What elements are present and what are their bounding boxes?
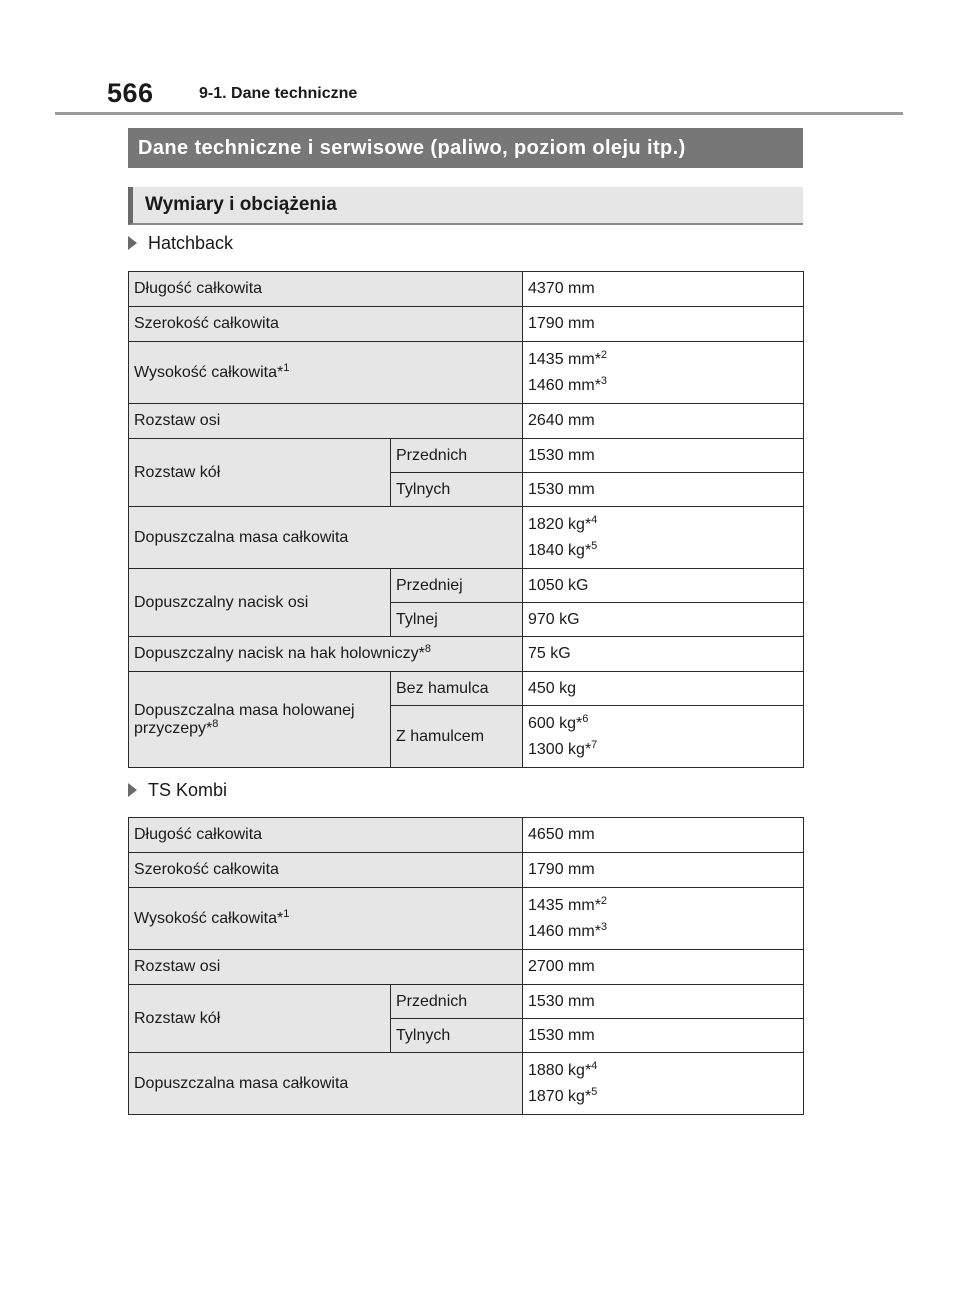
footnote-ref: 7 <box>591 738 598 751</box>
row-label: Dopuszczalna masa całkowita <box>129 507 523 569</box>
value-text: 1820 kg* <box>528 515 592 533</box>
section-title: Dane techniczne i serwisowe (paliwo, poziom oleju itp.) <box>128 128 803 168</box>
value-text: 1435 mm* <box>528 350 601 368</box>
row-value: 4370 mm <box>523 272 804 307</box>
row-label: Rozstaw osi <box>129 950 523 985</box>
row-value <box>523 888 804 950</box>
row-sublabel: Tylnych <box>391 1019 523 1053</box>
variant-heading-hatchback <box>128 233 233 254</box>
spec-table-ts-kombi <box>128 817 804 1115</box>
row-value <box>523 1053 804 1115</box>
variant-heading-ts-kombi <box>128 780 227 801</box>
row-sublabel: Bez hamulca <box>391 672 523 706</box>
label-text: Dopuszczalna masa holowanej przyczepy* <box>134 701 355 737</box>
table-row <box>129 672 804 706</box>
value-text: 600 kg* <box>528 714 583 732</box>
value-text: 1870 kg* <box>528 1087 592 1105</box>
page-number: 566 <box>107 78 154 108</box>
row-value: 2700 mm <box>523 950 804 985</box>
table-row <box>129 307 804 342</box>
row-value: 1530 mm <box>523 473 804 507</box>
row-label <box>129 637 523 672</box>
table-row <box>129 439 804 473</box>
footnote-ref: 8 <box>212 717 219 730</box>
footnote-ref: 2 <box>600 894 608 907</box>
row-sublabel: Z hamulcem <box>391 706 523 768</box>
footnote-ref: 6 <box>582 712 589 725</box>
row-label <box>129 888 523 950</box>
table-row <box>129 507 804 569</box>
table-row <box>129 853 804 888</box>
row-value <box>523 342 804 404</box>
footnote-ref: 3 <box>600 374 608 387</box>
row-label: Długość całkowita <box>129 818 523 853</box>
footnote-ref: 3 <box>600 920 608 933</box>
row-label <box>129 342 523 404</box>
row-value: 1790 mm <box>523 853 804 888</box>
footnote-ref: 1 <box>283 361 290 374</box>
row-value <box>523 706 804 768</box>
row-label: Dopuszczalny nacisk osi <box>129 569 391 637</box>
table-row <box>129 888 804 950</box>
triangle-bullet-icon <box>128 236 137 250</box>
table-row <box>129 950 804 985</box>
table-row <box>129 1053 804 1115</box>
footnote-ref: 4 <box>591 1059 598 1072</box>
variant-heading-label: Hatchback <box>148 233 234 253</box>
row-label: Rozstaw kół <box>129 985 391 1053</box>
row-label: Rozstaw kół <box>129 439 391 507</box>
table-row <box>129 637 804 672</box>
header-divider <box>55 112 903 115</box>
value-text: 1435 mm* <box>528 896 601 914</box>
value-text: 1460 mm* <box>528 922 601 940</box>
spec-table-hatchback <box>128 271 804 768</box>
footnote-ref: 4 <box>591 513 598 526</box>
table-row <box>129 404 804 439</box>
row-value: 1530 mm <box>523 985 804 1019</box>
row-label: Szerokość całkowita <box>129 853 523 888</box>
value-text: 1460 mm* <box>528 376 601 394</box>
footnote-ref: 5 <box>591 1085 598 1098</box>
row-label: Dopuszczalna masa całkowita <box>129 1053 523 1115</box>
row-value: 1050 kG <box>523 569 804 603</box>
row-label: Rozstaw osi <box>129 404 523 439</box>
label-text: Wysokość całkowita* <box>134 363 284 381</box>
footnote-ref: 1 <box>283 907 290 920</box>
value-text: 1880 kg* <box>528 1061 592 1079</box>
value-text: 1840 kg* <box>528 541 592 559</box>
row-sublabel: Przedniej <box>391 569 523 603</box>
subsection-title: Wymiary i obciążenia <box>128 187 803 225</box>
footnote-ref: 2 <box>600 348 608 361</box>
row-value: 1530 mm <box>523 439 804 473</box>
footnote-ref: 5 <box>591 539 598 552</box>
value-text: 1300 kg* <box>528 740 592 758</box>
row-value: 1790 mm <box>523 307 804 342</box>
row-sublabel: Przednich <box>391 985 523 1019</box>
label-text: Wysokość całkowita* <box>134 909 284 927</box>
row-value: 75 kG <box>523 637 804 672</box>
row-value: 2640 mm <box>523 404 804 439</box>
table-row <box>129 818 804 853</box>
page-header <box>107 78 907 112</box>
table-row <box>129 272 804 307</box>
table-row <box>129 342 804 404</box>
chapter-title: 9-1. Dane techniczne <box>199 85 358 102</box>
table-row <box>129 569 804 603</box>
row-value: 4650 mm <box>523 818 804 853</box>
row-label: Szerokość całkowita <box>129 307 523 342</box>
row-label <box>129 672 391 768</box>
row-value <box>523 507 804 569</box>
triangle-bullet-icon <box>128 783 137 797</box>
row-label: Długość całkowita <box>129 272 523 307</box>
variant-heading-label: TS Kombi <box>148 780 228 800</box>
label-text: Dopuszczalny nacisk na hak holowniczy* <box>134 645 425 662</box>
row-value: 1530 mm <box>523 1019 804 1053</box>
row-sublabel: Tylnej <box>391 603 523 637</box>
table-row <box>129 985 804 1019</box>
row-value: 450 kg <box>523 672 804 706</box>
row-sublabel: Przednich <box>391 439 523 473</box>
footnote-ref: 8 <box>424 643 431 655</box>
row-value: 970 kG <box>523 603 804 637</box>
row-sublabel: Tylnych <box>391 473 523 507</box>
